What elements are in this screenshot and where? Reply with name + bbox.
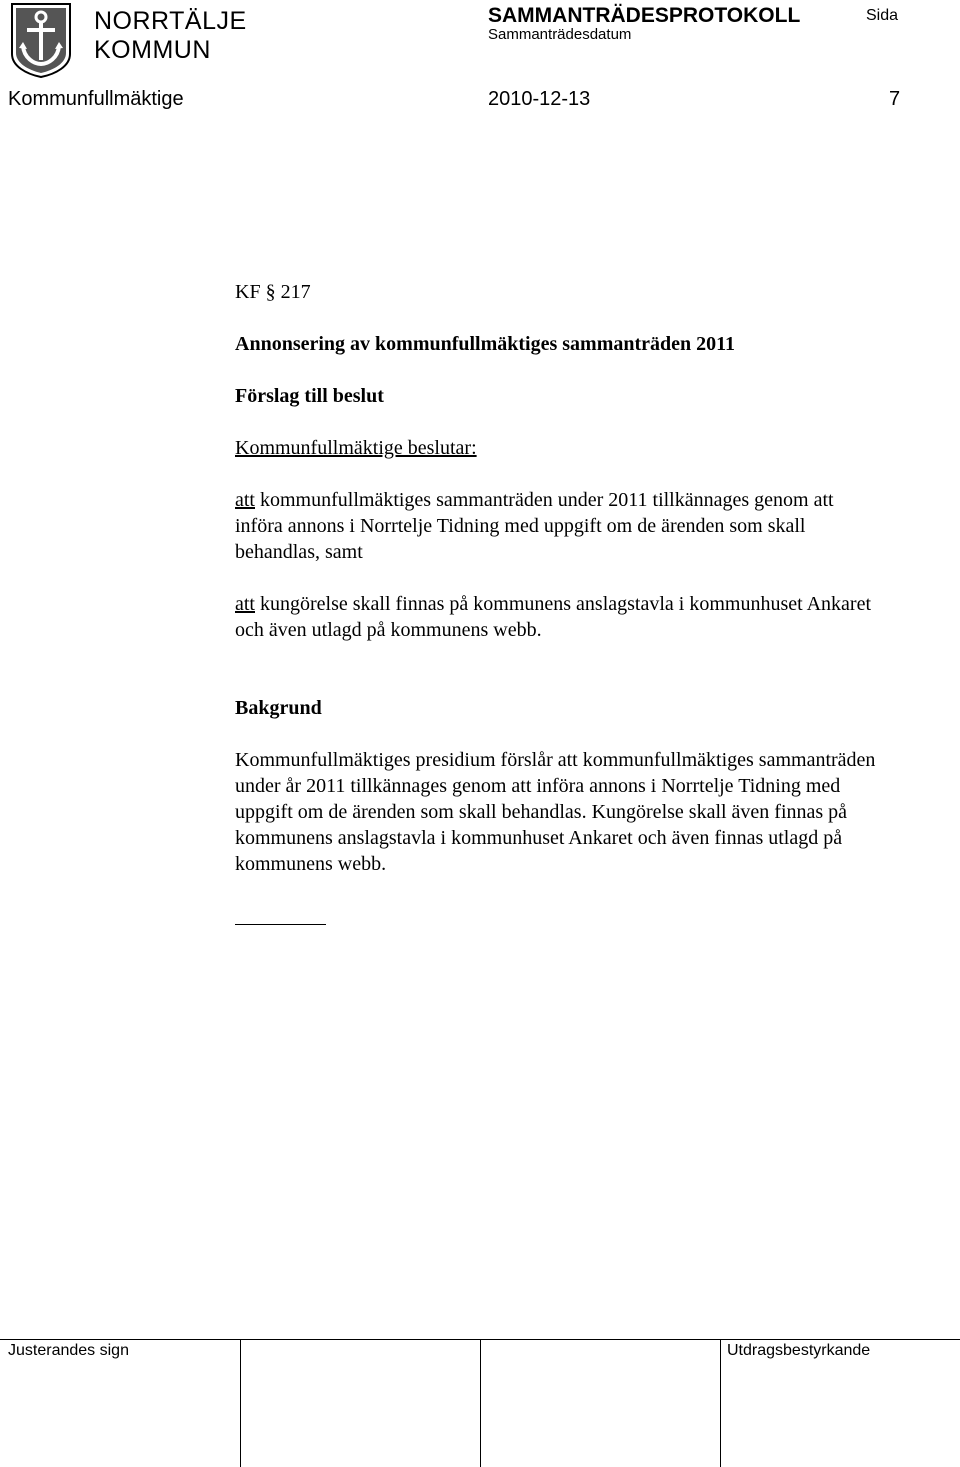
decision-1-text: kommunfullmäktiges sammanträden under 2011 tillkännages genom att — [255, 489, 834, 511]
background-line: kommunens webb. — [235, 853, 387, 875]
body-name: Kommunfullmäktige — [8, 88, 184, 110]
decision-1-line-1 — [235, 487, 834, 513]
decision-1-line-3: behandlas, samt — [235, 541, 363, 563]
page-number: 7 — [889, 88, 901, 110]
att-marker: att — [235, 489, 255, 511]
end-separator — [235, 924, 326, 925]
document-type: SAMMANTRÄDESPROTOKOLL — [488, 4, 801, 27]
decision-1-line-2: införa annons i Norrtelje Tidning med uppgift om de ärenden som skall — [235, 515, 806, 537]
signers-label: Justerandes sign — [8, 1342, 129, 1359]
footer-cell-divider — [720, 1339, 721, 1467]
paragraph-ref: KF § 217 — [235, 281, 311, 303]
decision-2-line-2: och även utlagd på kommunens webb. — [235, 619, 542, 641]
background-line: kommunens anslagstavla i kommunhuset Ankaret och även finnas utlagd på — [235, 827, 843, 849]
background-line: under år 2011 tillkännages genom att införa annons i Norrtelje Tidning med — [235, 775, 841, 797]
page-label: Sida — [866, 7, 899, 24]
decision-2-text: kungörelse skall finnas på kommunens anslagstavla i kommunhuset Ankaret — [255, 593, 871, 615]
background-line: uppgift om de ärenden som skall behandlas. Kungörelse skall även finnas på — [235, 801, 848, 823]
background-heading: Bakgrund — [235, 697, 322, 719]
footer-cell-divider — [240, 1339, 241, 1467]
footer-cell-divider — [480, 1339, 481, 1467]
decision-intro: Kommunfullmäktige beslutar: — [235, 437, 477, 459]
municipality-logo — [10, 2, 247, 78]
att-marker: att — [235, 593, 255, 615]
meeting-date: 2010-12-13 — [488, 88, 591, 110]
logo-name-line1: NORRTÄLJE — [94, 7, 247, 35]
decision-2-line-1 — [235, 591, 871, 617]
proposal-heading: Förslag till beslut — [235, 385, 384, 407]
background-line: Kommunfullmäktiges presidium förslår att kommunfullmäktiges sammanträden — [235, 749, 876, 771]
date-label: Sammanträdesdatum — [488, 26, 632, 43]
page-title: Annonsering av kommunfullmäktiges sammanträden 2011 — [235, 333, 736, 355]
logo-name-line2: KOMMUN — [94, 36, 211, 64]
extract-certification-label: Utdragsbestyrkande — [727, 1342, 871, 1359]
anchor-shield-icon — [10, 2, 72, 78]
